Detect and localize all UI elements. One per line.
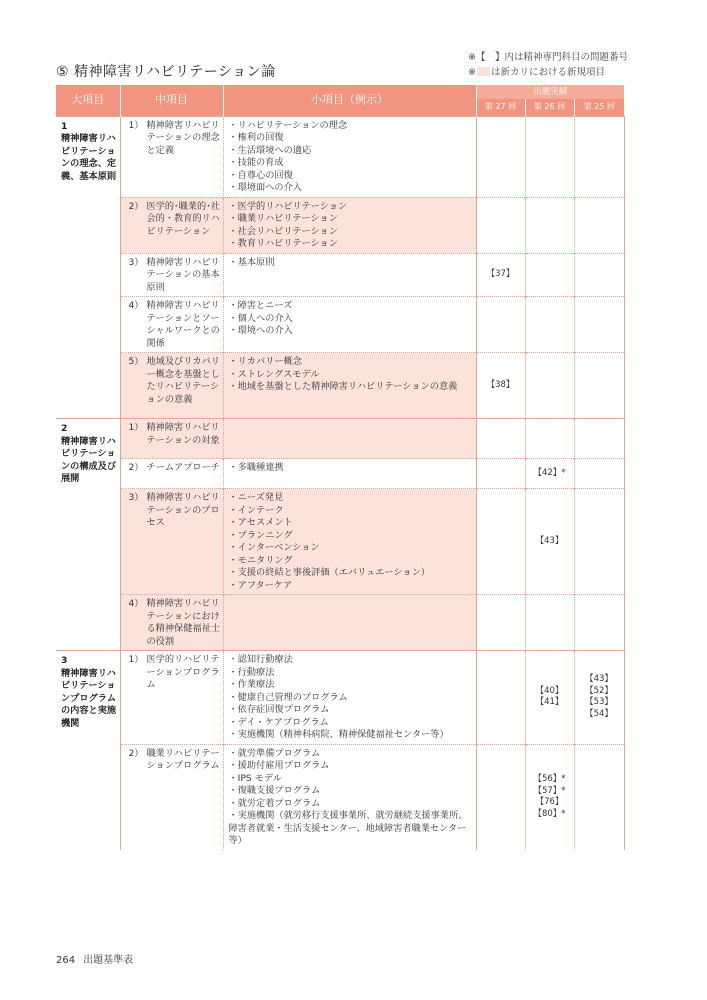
mid-item-label: チームアプローチ xyxy=(146,462,220,473)
table-row xyxy=(56,744,624,850)
page-footer xyxy=(56,951,141,966)
mid-item xyxy=(120,116,223,197)
mid-item xyxy=(120,459,223,489)
question-ref: 【80】* xyxy=(533,808,566,819)
small-item: ・就労準備プログラム xyxy=(228,747,321,759)
big-item: 2 精神障害リハビリテーションの構成及び展開 xyxy=(56,419,120,651)
result-cell-26 xyxy=(525,116,574,197)
header-results: 出題実績 xyxy=(476,85,624,99)
table-row xyxy=(56,595,624,651)
small-item: ・個人への介入 xyxy=(228,312,293,324)
small-items xyxy=(223,419,476,459)
result-cell-27 xyxy=(476,419,525,459)
mid-item-label: 精神障害リハビリテーションのプロセス xyxy=(146,492,220,528)
mid-item xyxy=(120,595,223,651)
small-item: ・リカバリー概念 xyxy=(228,356,302,367)
mid-item-number: 3） xyxy=(128,492,144,503)
mid-item-number: 1） xyxy=(128,119,144,131)
small-item: ・技能の育成 xyxy=(228,157,284,168)
mid-item-number: 3） xyxy=(128,256,144,268)
result-cell-26 xyxy=(525,253,574,297)
small-items xyxy=(223,595,476,651)
question-ref: 【54】 xyxy=(585,708,613,719)
header-big: 大項目 xyxy=(56,85,120,116)
result-cell-27 xyxy=(476,595,525,651)
header-mid: 中項目 xyxy=(120,85,223,116)
mid-item-number: 4） xyxy=(128,598,144,609)
result-cell-25 xyxy=(574,297,624,353)
header-col-25: 第 25 回 xyxy=(574,99,624,116)
mid-item-number: 4） xyxy=(128,300,144,311)
header-small: 小項目（例示） xyxy=(223,85,476,116)
result-cell-25 xyxy=(574,197,624,253)
result-cell-25 xyxy=(574,353,624,419)
result-cell-27 xyxy=(476,197,525,253)
mid-item xyxy=(120,353,223,419)
small-item: ・教育リハビリテーション xyxy=(228,238,338,249)
small-item: ・支援の終結と事後評価（エバリュエーション） xyxy=(228,567,430,578)
small-items xyxy=(223,651,476,745)
question-ref: 【43】 xyxy=(585,674,613,685)
big-item: 1 精神障害リハビリテーションの理念、定義、基本原則 xyxy=(56,116,120,419)
header-col-26: 第 26 回 xyxy=(525,99,574,116)
small-items xyxy=(223,197,476,253)
mid-item-label: 精神障害リハビリテーションとソーシャルワークとの関係 xyxy=(146,300,220,349)
result-cell-26 xyxy=(525,651,574,745)
note-new: ※ は新カリにおける新規項目 xyxy=(468,67,605,78)
table-row xyxy=(56,459,624,489)
table-row xyxy=(56,116,624,197)
result-cell-27 xyxy=(476,489,525,595)
result-cell-27 xyxy=(476,297,525,353)
table-row xyxy=(56,353,624,419)
small-item: ・行動療法 xyxy=(228,666,275,678)
mid-item xyxy=(120,297,223,353)
mid-item-label: 医学的リハビリテーションプログラム xyxy=(146,654,220,690)
small-item: ・健康自己管理のプログラム xyxy=(228,691,348,703)
table-row xyxy=(56,651,624,745)
question-ref: 【41】 xyxy=(535,697,564,708)
small-item: ・地域を基盤とした精神障害リハビリテーションの意義 xyxy=(228,381,458,392)
small-item: ・プランニング xyxy=(228,529,293,541)
mid-item-label: 精神障害リハビリテーションにおける精神保健福祉士の役割 xyxy=(146,598,220,647)
small-items xyxy=(223,253,476,297)
table-row xyxy=(56,419,624,459)
note-bracket: ※【 】内は精神専門科目の問題番号 xyxy=(468,52,628,63)
mid-item xyxy=(120,197,223,253)
table-row xyxy=(56,297,624,353)
result-cell-27 xyxy=(476,459,525,489)
mid-item-label: 精神障害リハビリテーションの基本原則 xyxy=(146,256,220,293)
mid-item-number: 2） xyxy=(128,462,144,473)
small-items xyxy=(223,297,476,353)
mid-item xyxy=(120,651,223,745)
mid-item xyxy=(120,253,223,297)
result-cell-27 xyxy=(476,253,525,297)
small-item: ・援助付雇用プログラム xyxy=(228,760,330,771)
result-cell-26 xyxy=(525,419,574,459)
new-item-swatch xyxy=(477,67,490,76)
result-cell-25 xyxy=(574,651,624,745)
small-item: ・自尊心の回復 xyxy=(228,169,293,181)
small-item: ・社会リハビリテーション xyxy=(228,225,338,237)
mid-item xyxy=(120,744,223,850)
result-cell-26 xyxy=(525,353,574,419)
result-cell-27 xyxy=(476,116,525,197)
small-item: ・権利の回復 xyxy=(228,132,284,143)
result-cell-25 xyxy=(574,419,624,459)
small-item: ・生活環境への適応 xyxy=(228,144,312,156)
mid-item-label: 医学的･職業的･社会的・教育的リハビリテーション xyxy=(146,200,220,237)
small-item: ・認知行動療法 xyxy=(228,654,293,665)
mid-item-label: 精神障害リハビリテーションの対象 xyxy=(146,422,220,446)
mid-item-label: 精神障害リハビリテーションの理念と定義 xyxy=(146,119,220,156)
header-col-27: 第 27 回 xyxy=(476,99,525,116)
result-cell-27 xyxy=(476,744,525,850)
criteria-table xyxy=(56,85,625,850)
result-cell-25 xyxy=(574,116,624,197)
table-row xyxy=(56,489,624,595)
table-row xyxy=(56,253,624,297)
result-cell-27 xyxy=(476,651,525,745)
page-title: ⑤ 精神障害リハビリテーション論 xyxy=(56,64,276,80)
question-ref: 【43】 xyxy=(535,535,564,546)
small-item: ・多職種連携 xyxy=(228,462,284,473)
question-ref: 【40】 xyxy=(535,685,564,696)
small-item: ・インテーク xyxy=(228,504,284,516)
question-ref: 【37】 xyxy=(486,269,515,279)
small-item: ・モニタリング xyxy=(228,554,293,566)
mid-item-label: 職業リハビリテーションプログラム xyxy=(146,747,220,771)
small-item: ・作業療法 xyxy=(228,679,275,690)
question-ref: 【76】 xyxy=(535,797,564,807)
small-items xyxy=(223,353,476,419)
legend-notes xyxy=(468,50,628,80)
result-cell-26 xyxy=(525,489,574,595)
page-number: 264 xyxy=(56,955,76,966)
table-body xyxy=(56,116,624,850)
result-cell-25 xyxy=(574,744,624,850)
footer-label: 出題基準表 xyxy=(83,955,134,966)
question-ref: 【57】* xyxy=(533,785,566,796)
small-item: ・職業リハビリテーション xyxy=(228,213,338,224)
small-item: ・デイ・ケアプログラム xyxy=(228,716,329,728)
result-cell-26 xyxy=(525,744,574,850)
small-item: ・実施機関（精神科病院、精神保健福祉センター等） xyxy=(228,729,449,740)
small-item: ・実施機関（就労移行支援事業所、就労継続支援事業所、障害者就業・生活支援センター、地域障害者職業センター等） xyxy=(228,810,468,846)
small-item: ・アセスメント xyxy=(228,517,293,528)
small-item: ・復職支援プログラム xyxy=(228,785,321,796)
mid-item-number: 1） xyxy=(128,422,144,433)
result-cell-27 xyxy=(476,353,525,419)
question-ref: 【42】* xyxy=(533,467,566,478)
mid-item-number: 5） xyxy=(128,356,144,367)
small-item: ・基本原則 xyxy=(228,256,275,268)
question-ref: 【56】* xyxy=(533,774,566,784)
small-item: ・リハビリテーションの理念 xyxy=(228,119,348,131)
result-cell-25 xyxy=(574,489,624,595)
small-item: ・IPS モデル xyxy=(228,772,282,784)
small-item: ・環境面への介入 xyxy=(228,182,302,193)
small-item: ・環境への介入 xyxy=(228,325,293,336)
result-cell-25 xyxy=(574,253,624,297)
table-row xyxy=(56,197,624,253)
result-cell-25 xyxy=(574,595,624,651)
mid-item xyxy=(120,489,223,595)
mid-item-number: 2） xyxy=(128,200,144,212)
result-cell-26 xyxy=(525,459,574,489)
small-item: ・医学的リハビリテーション xyxy=(228,200,348,212)
small-items xyxy=(223,489,476,595)
mid-item-number: 2） xyxy=(128,747,144,759)
question-ref: 【53】 xyxy=(585,697,613,708)
big-item: 3 精神障害リハビリテーションプログラムの内容と実施機関 xyxy=(56,651,120,850)
small-item: ・ストレングスモデル xyxy=(228,368,320,380)
question-ref: 【52】 xyxy=(585,685,613,696)
result-cell-26 xyxy=(525,197,574,253)
mid-item-label: 地域及びリカバリー概念を基盤としたリハビリテーションの意義 xyxy=(146,356,220,405)
result-cell-26 xyxy=(525,595,574,651)
small-items xyxy=(223,459,476,489)
small-items xyxy=(223,744,476,850)
result-cell-25 xyxy=(574,459,624,489)
small-item: ・依存症回復プログラム xyxy=(228,704,330,715)
result-cell-26 xyxy=(525,297,574,353)
small-item: ・就労定着プログラム xyxy=(228,797,321,809)
small-item: ・障害とニーズ xyxy=(228,300,293,311)
small-item: ・アフターケア xyxy=(228,579,293,591)
mid-item-number: 1） xyxy=(128,654,144,665)
small-item: ・ニーズ発見 xyxy=(228,492,284,503)
question-ref: 【38】 xyxy=(486,379,515,390)
small-items xyxy=(223,116,476,197)
mid-item xyxy=(120,419,223,459)
small-item: ・インターベンション xyxy=(228,542,320,553)
